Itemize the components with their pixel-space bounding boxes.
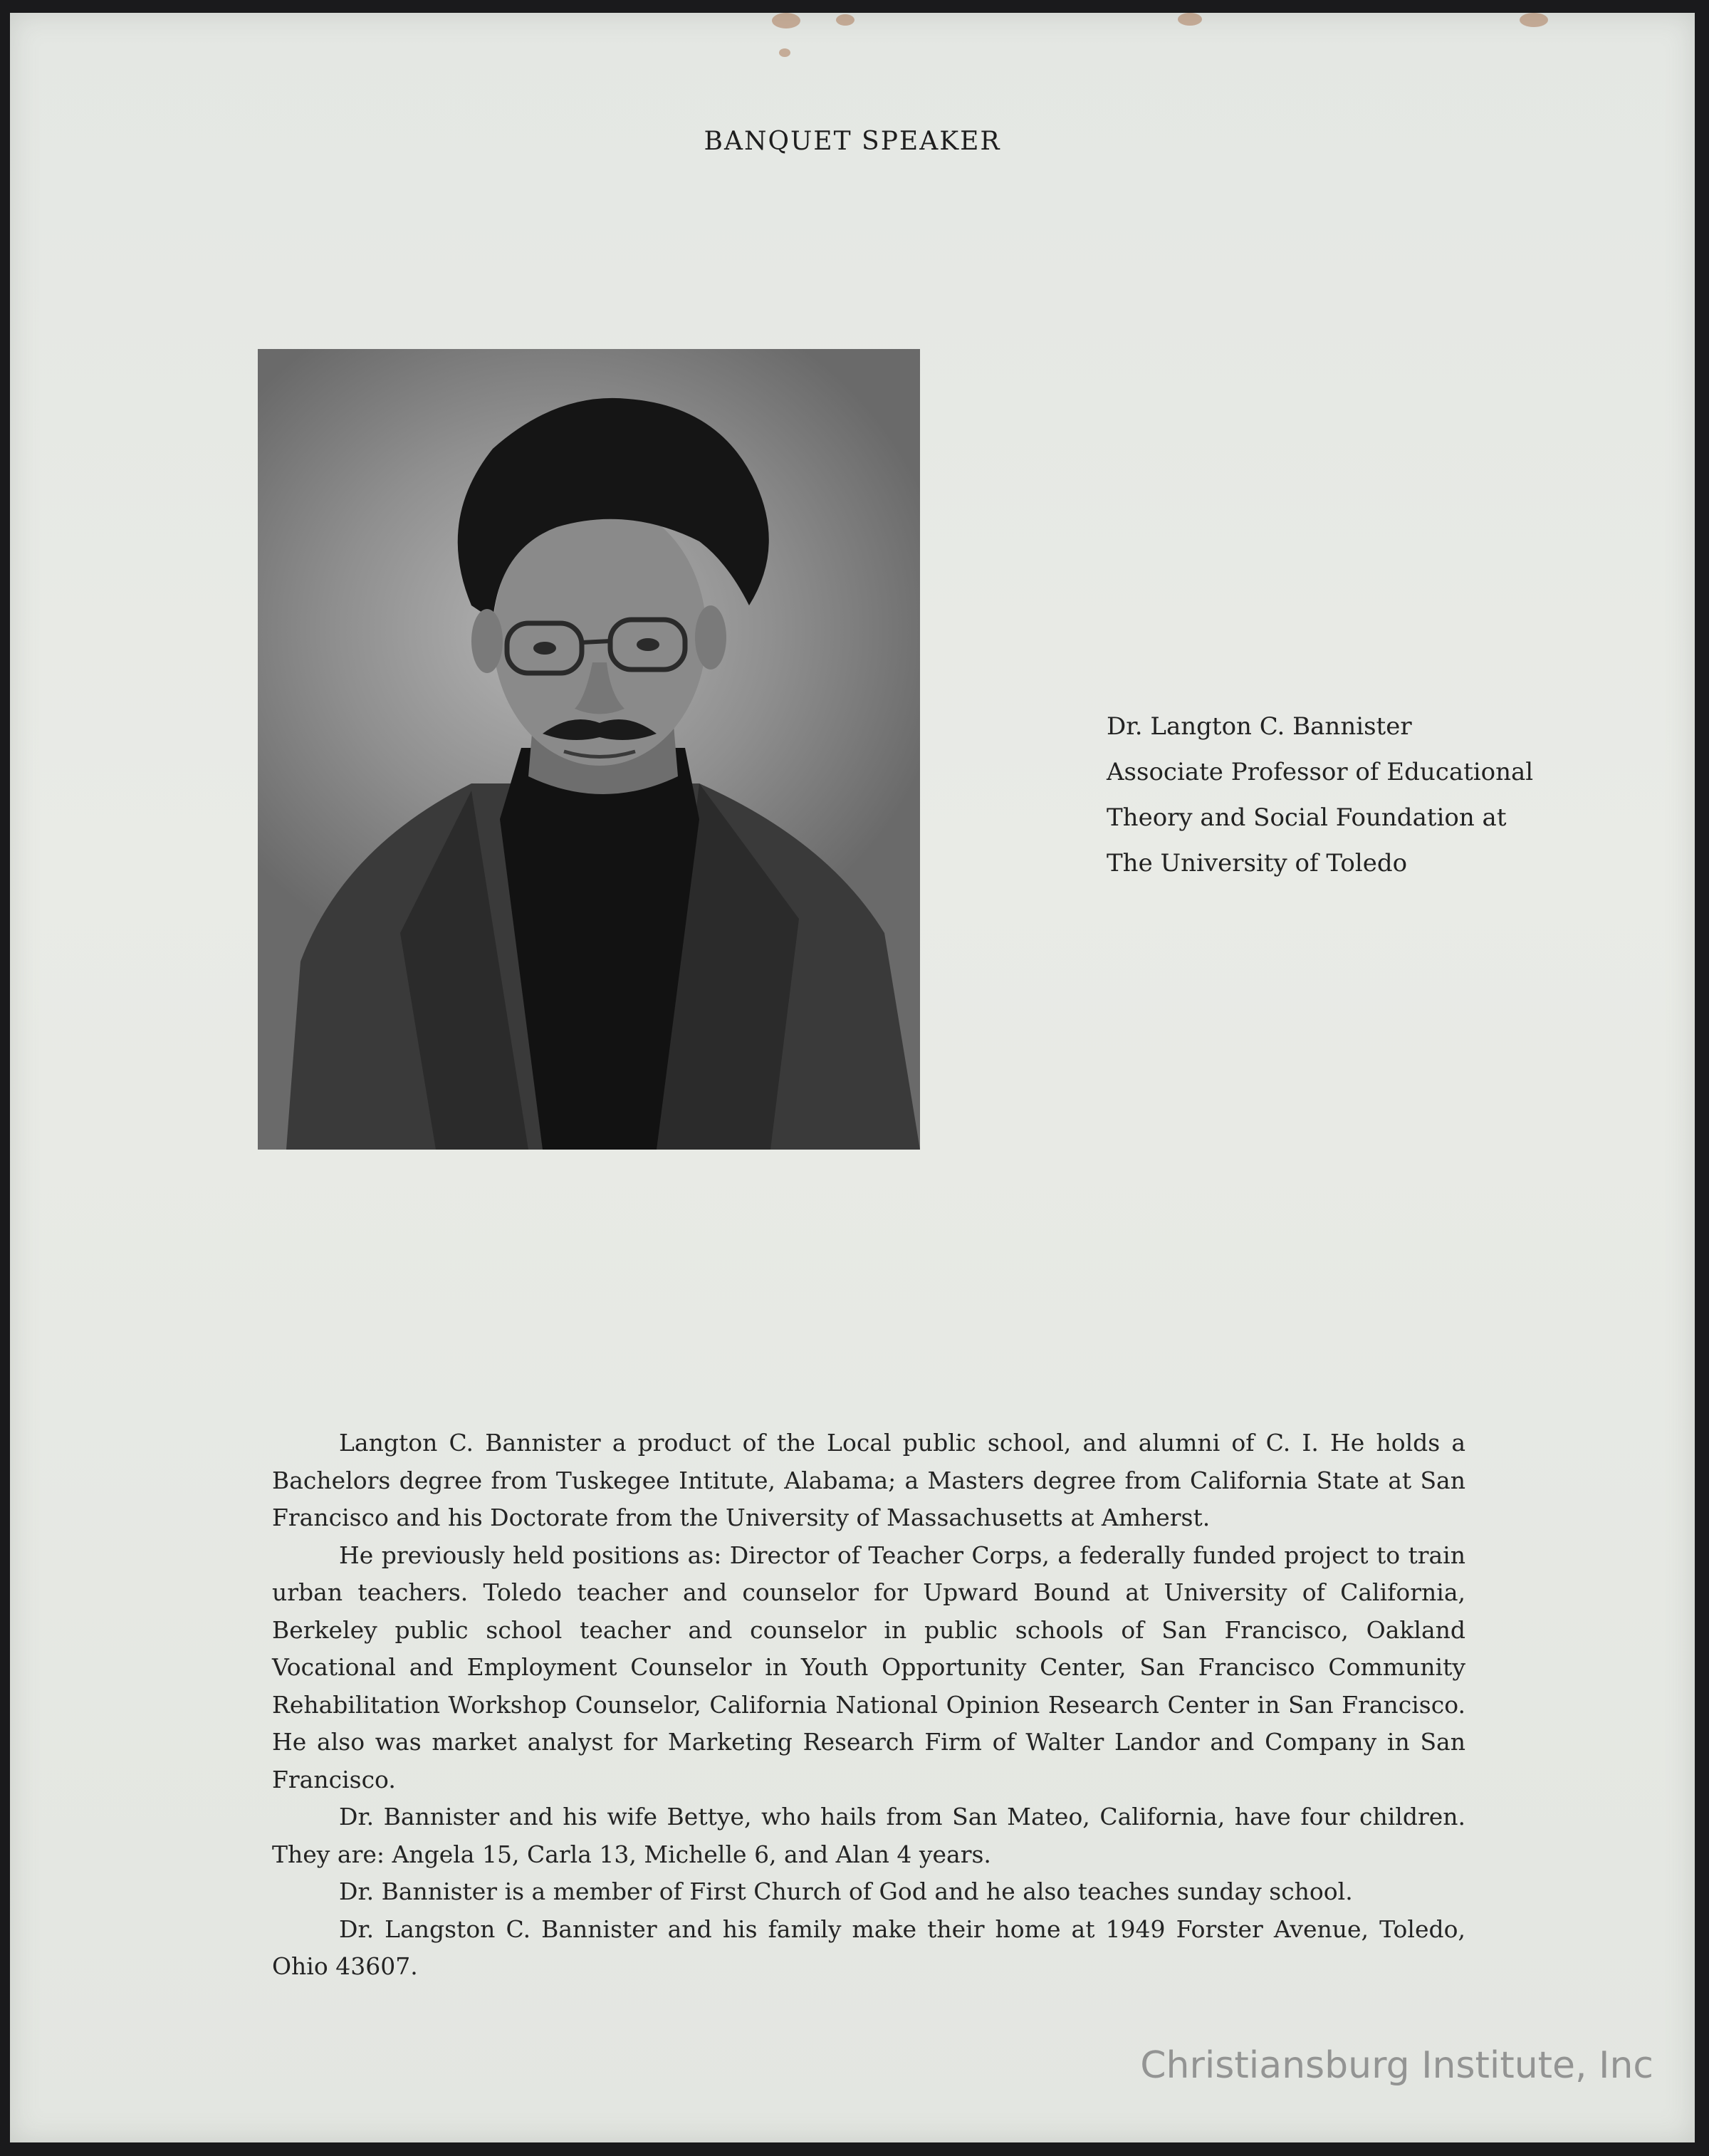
paper-stain [1520, 13, 1548, 27]
bio-paragraph: Langton C. Bannister a product of the Local public school, and alumni of C. I. He holds a Bachelors degree from Tuskegee Intitute, Alabama; a Masters degree from California State at San Francisco and his Doctorate from the University of Massachusetts at Amherst. [272, 1429, 1465, 1531]
portrait-drawing [258, 349, 920, 1150]
document-page [10, 13, 1695, 2142]
page-title: BANQUET SPEAKER [704, 127, 1001, 156]
caption-line: Theory and Social Foundation at [1107, 803, 1507, 832]
speaker-caption [1107, 704, 1533, 886]
caption-line: The University of Toledo [1107, 849, 1408, 877]
bio-paragraph: Dr. Bannister is a member of First Church of God and he also teaches sunday school. [339, 1878, 1353, 1905]
speaker-portrait [258, 349, 920, 1150]
paper-stain [772, 13, 800, 28]
speaker-biography [272, 1425, 1465, 1986]
caption-line: Dr. Langton C. Bannister [1107, 712, 1412, 741]
watermark: Christiansburg Institute, Inc [1140, 2044, 1653, 2087]
paper-stain [836, 14, 854, 26]
bio-paragraph: He previously held positions as: Director of Teacher Corps, a federally funded project to train urban teachers. Toledo teacher and counselor for Upward Bound at University of California, Berkeley public school teacher and counselor in public schools of San Francisco, Oakland Vocational and Employment Counselor in Youth Opportunity Center, San Francisco Community Rehabilitation Workshop Counselor, California National Opinion Research Center in San Francisco. He also was market analyst for Marketing Research Firm of Walter Landor and Company in San Francisco. [272, 1541, 1465, 1793]
caption-line: Associate Professor of Educational [1107, 758, 1534, 786]
bio-paragraph: Dr. Langston C. Bannister and his family make their home at 1949 Forster Avenue, Toledo, Ohio 43607. [272, 1915, 1465, 1980]
bio-paragraph: Dr. Bannister and his wife Bettye, who hails from San Mateo, California, have four children. They are: Angela 15, Carla 13, Michelle 6, and Alan 4 years. [272, 1803, 1465, 1868]
paper-stain [779, 48, 790, 57]
paper-stain [1178, 13, 1202, 26]
